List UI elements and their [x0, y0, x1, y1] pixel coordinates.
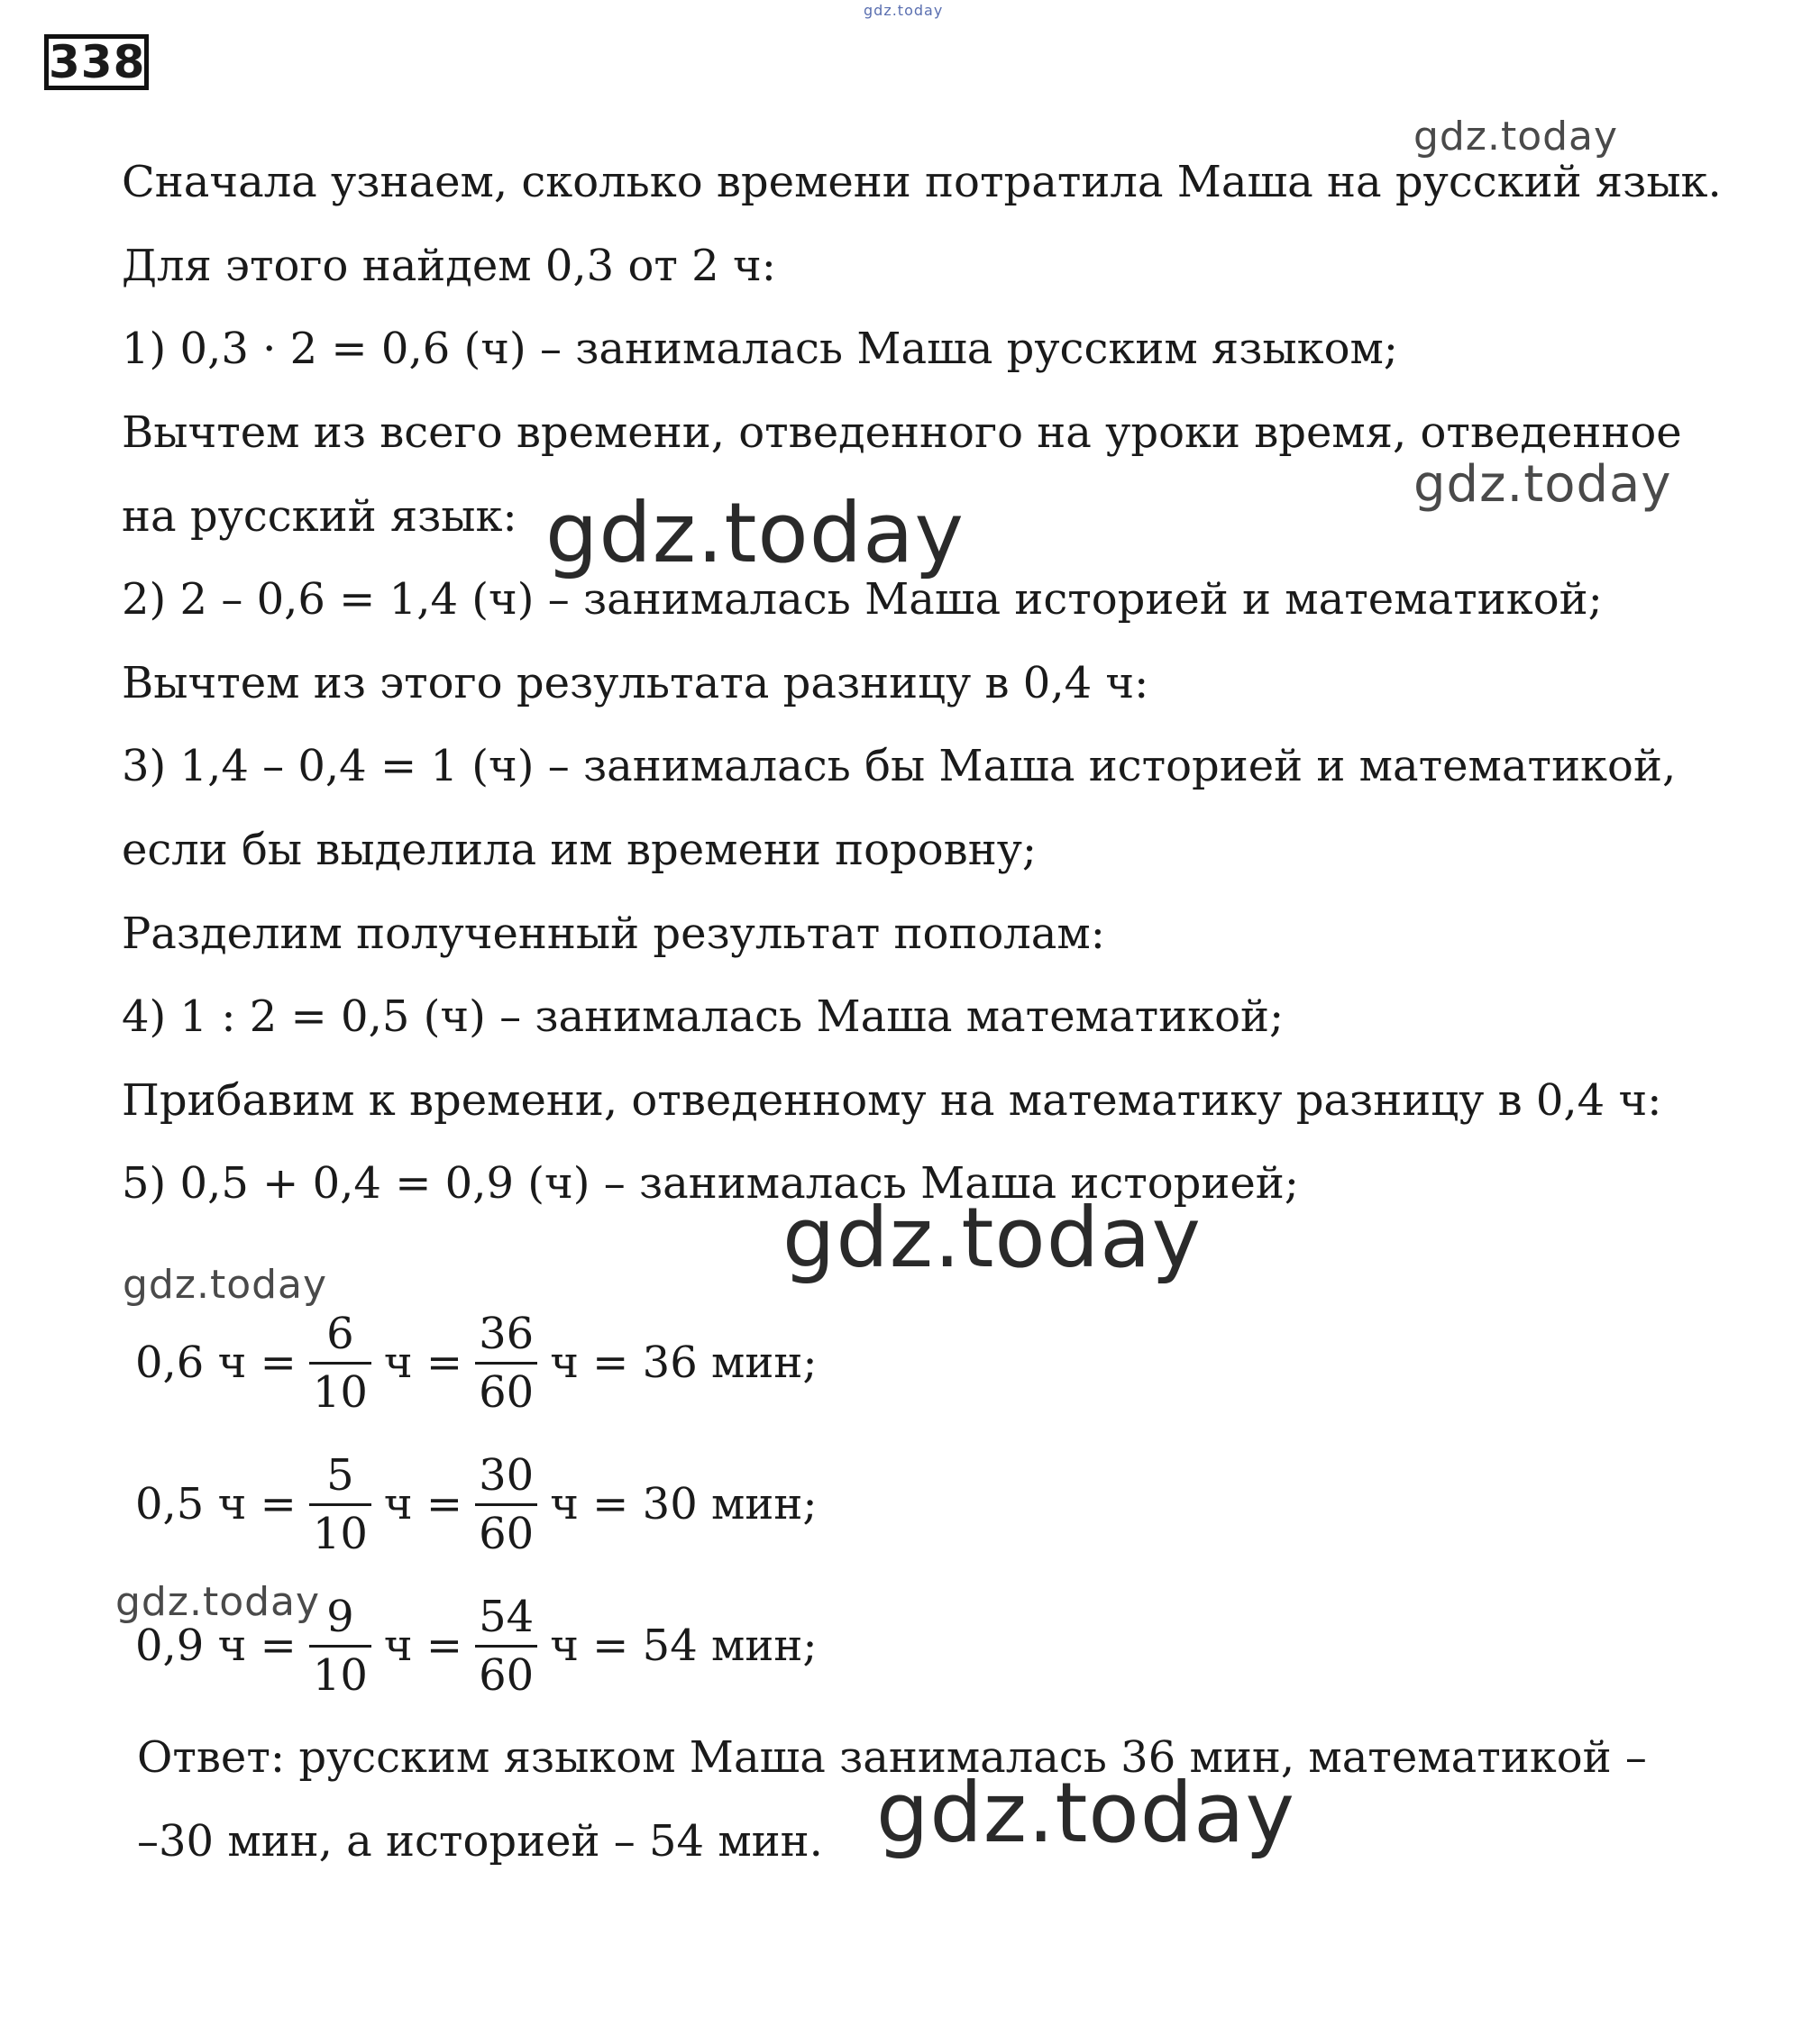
fraction-denominator: 60 — [479, 1366, 535, 1418]
conversion-lhs: 0,9 ч = — [135, 1621, 297, 1671]
conversion-mid: ч = — [383, 1338, 463, 1388]
conversion-row-1 — [135, 1300, 817, 1426]
text-line-7: Вычтем из этого результата разницу в 0,4 ч: — [122, 658, 1149, 708]
fraction-denominator: 60 — [479, 1649, 535, 1701]
fraction-numerator: 54 — [479, 1591, 535, 1642]
watermark: gdz.today — [123, 1262, 328, 1308]
conversion-rhs: ч = 36 мин; — [550, 1338, 818, 1388]
conversion-lhs: 0,5 ч = — [135, 1479, 297, 1529]
conversion-rhs: ч = 54 мин; — [550, 1621, 818, 1671]
text-line-10: Разделим полученный результат пополам: — [122, 908, 1105, 959]
fraction-numerator: 9 — [326, 1591, 354, 1642]
conversion-rhs: ч = 30 мин; — [550, 1479, 818, 1529]
watermark: gdz.today — [1413, 114, 1619, 160]
text-line-2: Для этого найдем 0,3 от 2 ч: — [122, 241, 776, 291]
text-line-5: на русский язык: — [122, 491, 517, 542]
text-line-11: 4) 1 : 2 = 0,5 (ч) – занималась Маша математикой; — [122, 991, 1285, 1042]
fraction — [309, 1306, 371, 1420]
text-line-8: 3) 1,4 – 0,4 = 1 (ч) – занималась бы Маша историей и математикой, — [122, 741, 1677, 791]
conversion-lhs: 0,6 ч = — [135, 1338, 297, 1388]
watermark: gdz.today — [864, 2, 944, 19]
watermark: gdz.today — [1413, 455, 1672, 514]
text-line-1: Сначала узнаем, сколько времени потратила Маша на русский язык. — [122, 157, 1722, 207]
watermark: gdz.today — [876, 1765, 1295, 1861]
conversion-row-2 — [135, 1441, 817, 1567]
text-line-3: 1) 0,3 · 2 = 0,6 (ч) – занималась Маша русским языком; — [122, 324, 1398, 374]
fraction-denominator: 10 — [312, 1508, 368, 1559]
text-line-6: 2) 2 – 0,6 = 1,4 (ч) – занималась Маша историей и математикой; — [122, 574, 1603, 625]
fraction-denominator: 10 — [312, 1366, 368, 1418]
text-line-12: Прибавим к времени, отведенному на математику разницу в 0,4 ч: — [122, 1075, 1662, 1126]
watermark: gdz.today — [545, 485, 965, 581]
fraction-numerator: 30 — [479, 1449, 535, 1501]
answer-line-1: Ответ: русским языком Маша занималась 36 мин, математикой – — [137, 1732, 1647, 1783]
fraction — [309, 1447, 371, 1562]
text-line-13: 5) 0,5 + 0,4 = 0,9 (ч) – занималась Маша историей; — [122, 1158, 1299, 1209]
fraction — [475, 1447, 537, 1562]
problem-number: 338 — [44, 34, 149, 90]
fraction — [475, 1306, 537, 1420]
fraction-numerator: 5 — [326, 1449, 354, 1501]
fraction-numerator: 6 — [326, 1308, 354, 1359]
conversion-mid: ч = — [383, 1621, 463, 1671]
text-line-4: Вычтем из всего времени, отведенного на уроки время, отведенное — [122, 407, 1682, 458]
text-line-9: если бы выделила им времени поровну; — [122, 825, 1038, 875]
conversion-mid: ч = — [383, 1479, 463, 1529]
fraction-denominator: 60 — [479, 1508, 535, 1559]
fraction-numerator: 36 — [479, 1308, 535, 1359]
watermark: gdz.today — [115, 1579, 321, 1625]
answer-line-2: –30 мин, а историей – 54 мин. — [137, 1816, 823, 1867]
fraction — [475, 1589, 537, 1703]
fraction-denominator: 10 — [312, 1649, 368, 1701]
watermark: gdz.today — [782, 1190, 1202, 1286]
